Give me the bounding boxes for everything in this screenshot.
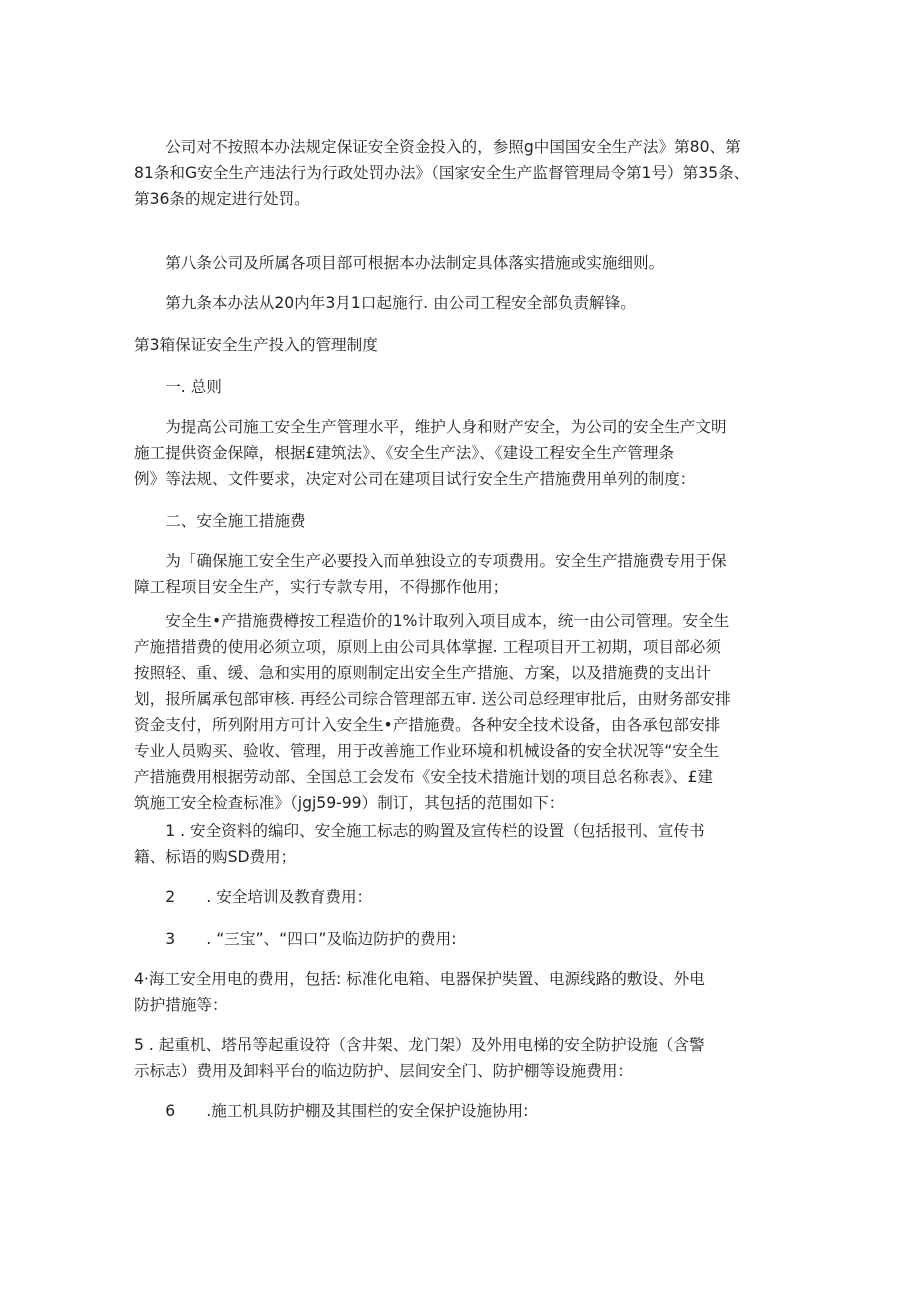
text-line: 划，报所属承包部审核. 再经公司综合管理部五审. 送公司总经理审批后，由财务部安排 xyxy=(134,690,731,708)
text-line: 资金支付，所列附用方可计入安全生•产措施费。各种安全技术设备，由各承包部安排 xyxy=(134,716,721,734)
text-line: 一. 总则 xyxy=(134,378,222,396)
paragraph-article-8 xyxy=(134,250,794,276)
text-line: 防护措施等： xyxy=(134,996,228,1014)
text-line: 产措施费用根据劳动部、全国总工会发布《安全技术措施计划的项目总名称表》、£建 xyxy=(134,768,714,786)
list-item-6 xyxy=(134,1098,794,1124)
subheading-safety-fee xyxy=(134,508,794,534)
list-item-2 xyxy=(134,884,794,910)
text-line: 公司对不按照本办法规定保证安全资金投入的，参照g中国国安全生产法》第80、第 xyxy=(134,138,741,156)
text-line: 产施措措费的使用必须立项，原则上由公司具体掌握. 工程项目开工初期，项目部必须 xyxy=(134,638,721,656)
text-line: 专业人员购买、验收、管理，用于改善施工作业环境和机械设备的安全状况等“安全生 xyxy=(134,742,720,760)
list-item-1 xyxy=(134,818,794,870)
paragraph-purpose xyxy=(134,414,794,492)
paragraph-article-9 xyxy=(134,290,794,316)
text-line: 为提高公司施工安全生产管理水平，维护人身和财产安全，为公司的安全生产文明 xyxy=(134,418,727,436)
subheading-general xyxy=(134,374,794,400)
text-line: 障工程项目安全生产，实行专款专用，不得挪作他用； xyxy=(134,578,509,596)
text-line: 按照轻、重、缓、急和实用的原则制定出安全生产措施、方案，以及措施费的支出计 xyxy=(134,664,711,682)
paragraph-fee-definition xyxy=(134,548,794,600)
text-line: 2 . 安全培训及教育费用： xyxy=(134,888,373,906)
text-line: 示标志）费用及卸料平台的临边防护、层间安全门、防护棚等设施费用： xyxy=(134,1062,634,1080)
text-line: 3 . “三宝”、“四口”及临边防护的费用: xyxy=(134,930,457,948)
text-line: 第八条公司及所属各项目部可根据本办法制定具体落实措施或实施细则。 xyxy=(134,254,665,272)
text-line: 安全生•产措施费樽按工程造价的1%计取列入项目成本，统一由公司管理。安全生 xyxy=(134,612,730,630)
list-item-5 xyxy=(134,1032,794,1084)
paragraph-fee-management xyxy=(134,608,794,816)
text-line: 例》等法规、文件要求，决定对公司在建项目试行安全生产措施费用单列的制度： xyxy=(134,470,696,488)
text-line: 5 . 起重机、塔吊等起重设符（含井架、龙门架）及外用电梯的安全防护设施（含警 xyxy=(134,1036,705,1054)
section-heading xyxy=(134,332,794,358)
text-line: 4·海工安全用电的费用，包括: 标准化电箱、电器保护奘置、电源线路的敷设、外电 xyxy=(134,970,705,988)
text-line: 二、安全施工措施费 xyxy=(134,512,306,530)
list-item-4 xyxy=(134,966,794,1018)
text-line: 筑施工安全检查标准》（jgj59-99）制订，其包括的范围如下： xyxy=(134,794,565,812)
text-line: 施工提供资金保障，根据£建筑法》、《安全生产法》、《建设工程安全生产管理条 xyxy=(134,444,675,462)
text-line: 6 .施工机具防护棚及其围栏的安全保护设施协用: xyxy=(134,1102,529,1120)
text-line: 籍、标语的购SD费用； xyxy=(134,848,297,866)
text-line: 第九条本办法从20内年3月1口起施行. 由公司工程安全部负责解锋。 xyxy=(134,294,636,312)
list-item-3 xyxy=(134,926,794,952)
paragraph-penalty xyxy=(134,134,794,212)
text-line: 81条和G安全生产违法行为行政处罚办法》（国家安全生产监督管理局令第1号）第35条、 xyxy=(134,164,750,182)
text-line: 为「确保施工安全生产必要投入而单独设立的专项费用。安全生产措施费专用于保 xyxy=(134,552,727,570)
text-line: 第3箱保证安全生产投入的管理制度 xyxy=(134,336,378,354)
text-line: 第36条的规定进行处罚。 xyxy=(134,190,310,208)
text-line: 1 . 安全资料的编印、安全施工标志的购置及宣传栏的设置（包括报刊、宣传书 xyxy=(134,822,705,840)
